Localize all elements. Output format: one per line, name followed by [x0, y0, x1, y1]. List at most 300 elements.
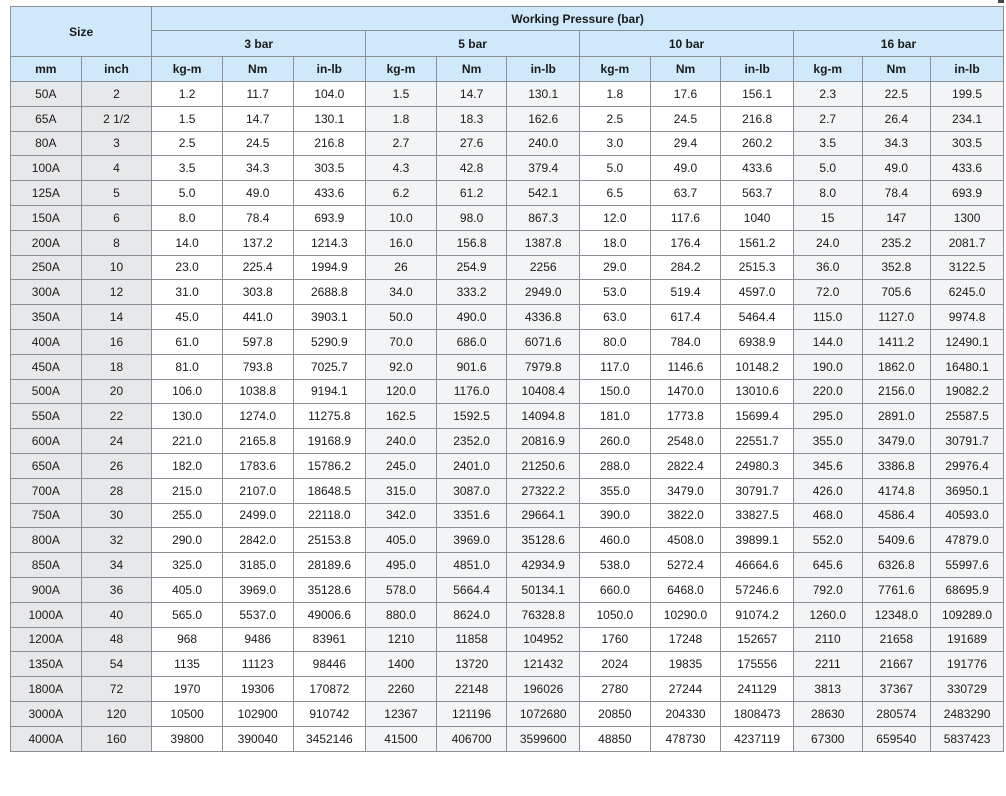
cell-3bar-inlb: 98446: [293, 652, 366, 677]
cell-3bar-kgm: 1135: [152, 652, 223, 677]
cell-5bar-kgm: 1.8: [366, 106, 437, 131]
cell-inch: 20: [81, 379, 152, 404]
cell-10bar-kgm: 20850: [580, 701, 651, 726]
cell-3bar-inlb: 1214.3: [293, 230, 366, 255]
cell-10bar-kgm: 660.0: [580, 577, 651, 602]
cell-10bar-inlb: 1561.2: [721, 230, 794, 255]
unit-header-kgm: kg-m: [152, 57, 223, 82]
cell-16bar-nm: 147: [862, 205, 931, 230]
cell-10bar-inlb: 10148.2: [721, 354, 794, 379]
cell-3bar-nm: 1783.6: [222, 453, 293, 478]
cell-5bar-nm: 1592.5: [436, 404, 507, 429]
table-row: [11, 230, 1004, 255]
cell-5bar-kgm: 120.0: [366, 379, 437, 404]
unit-header-inlb: in-lb: [721, 57, 794, 82]
cell-16bar-inlb: 9974.8: [931, 305, 1004, 330]
cell-16bar-inlb: 693.9: [931, 181, 1004, 206]
cell-16bar-nm: 34.3: [862, 131, 931, 156]
cell-16bar-kgm: 3.5: [793, 131, 862, 156]
unit-header-nm: Nm: [222, 57, 293, 82]
cell-3bar-nm: 303.8: [222, 280, 293, 305]
cell-10bar-kgm: 48850: [580, 726, 651, 751]
cell-5bar-kgm: 342.0: [366, 503, 437, 528]
cell-10bar-nm: 3822.0: [650, 503, 721, 528]
cell-3bar-nm: 597.8: [222, 329, 293, 354]
unit-header-inlb: in-lb: [293, 57, 366, 82]
cell-mm: 1350A: [11, 652, 82, 677]
cell-10bar-inlb: 175556: [721, 652, 794, 677]
cell-16bar-inlb: 6245.0: [931, 280, 1004, 305]
table-row: [11, 577, 1004, 602]
cell-3bar-kgm: 39800: [152, 726, 223, 751]
cell-3bar-inlb: 3452146: [293, 726, 366, 751]
cell-5bar-inlb: 130.1: [507, 82, 580, 107]
cell-5bar-nm: 3087.0: [436, 478, 507, 503]
cell-10bar-kgm: 12.0: [580, 205, 651, 230]
table-row: [11, 106, 1004, 131]
cell-3bar-inlb: 7025.7: [293, 354, 366, 379]
cell-5bar-inlb: 35128.6: [507, 528, 580, 553]
cell-16bar-nm: 4586.4: [862, 503, 931, 528]
cell-10bar-kgm: 63.0: [580, 305, 651, 330]
cell-5bar-kgm: 2.7: [366, 131, 437, 156]
cell-3bar-nm: 2842.0: [222, 528, 293, 553]
cell-10bar-kgm: 2780: [580, 677, 651, 702]
cell-16bar-kgm: 345.6: [793, 453, 862, 478]
cell-16bar-nm: 37367: [862, 677, 931, 702]
cell-16bar-inlb: 433.6: [931, 156, 1004, 181]
cell-10bar-kgm: 3.0: [580, 131, 651, 156]
cell-5bar-inlb: 7979.8: [507, 354, 580, 379]
table-row: [11, 379, 1004, 404]
cell-mm: 700A: [11, 478, 82, 503]
cell-5bar-nm: 27.6: [436, 131, 507, 156]
cell-mm: 80A: [11, 131, 82, 156]
cell-10bar-kgm: 29.0: [580, 255, 651, 280]
cell-5bar-nm: 42.8: [436, 156, 507, 181]
cell-5bar-nm: 901.6: [436, 354, 507, 379]
cell-10bar-nm: 19835: [650, 652, 721, 677]
cell-3bar-inlb: 83961: [293, 627, 366, 652]
cell-10bar-inlb: 91074.2: [721, 602, 794, 627]
cell-10bar-nm: 784.0: [650, 329, 721, 354]
cell-10bar-inlb: 15699.4: [721, 404, 794, 429]
cell-10bar-inlb: 33827.5: [721, 503, 794, 528]
cell-16bar-inlb: 68695.9: [931, 577, 1004, 602]
cell-3bar-kgm: 2.5: [152, 131, 223, 156]
cell-10bar-nm: 478730: [650, 726, 721, 751]
unit-header-nm: Nm: [862, 57, 931, 82]
cell-3bar-kgm: 182.0: [152, 453, 223, 478]
cell-5bar-nm: 3969.0: [436, 528, 507, 553]
cell-inch: 8: [81, 230, 152, 255]
cell-mm: 450A: [11, 354, 82, 379]
cell-5bar-nm: 254.9: [436, 255, 507, 280]
cell-inch: 26: [81, 453, 152, 478]
cell-3bar-kgm: 1.5: [152, 106, 223, 131]
cell-3bar-inlb: 49006.6: [293, 602, 366, 627]
cell-16bar-nm: 280574: [862, 701, 931, 726]
cell-inch: 28: [81, 478, 152, 503]
cell-16bar-inlb: 36950.1: [931, 478, 1004, 503]
cell-3bar-inlb: 1994.9: [293, 255, 366, 280]
cell-3bar-inlb: 104.0: [293, 82, 366, 107]
cell-16bar-nm: 12348.0: [862, 602, 931, 627]
cell-16bar-nm: 235.2: [862, 230, 931, 255]
cell-inch: 72: [81, 677, 152, 702]
cell-5bar-nm: 22148: [436, 677, 507, 702]
table-row: [11, 677, 1004, 702]
cell-10bar-inlb: 260.2: [721, 131, 794, 156]
cell-10bar-inlb: 4597.0: [721, 280, 794, 305]
unit-header-kgm: kg-m: [580, 57, 651, 82]
cell-16bar-kgm: 2.7: [793, 106, 862, 131]
cell-10bar-inlb: 13010.6: [721, 379, 794, 404]
table-row: [11, 329, 1004, 354]
cell-3bar-kgm: 10500: [152, 701, 223, 726]
cell-16bar-nm: 705.6: [862, 280, 931, 305]
cell-mm: 750A: [11, 503, 82, 528]
cell-16bar-kgm: 190.0: [793, 354, 862, 379]
cell-inch: 5: [81, 181, 152, 206]
cell-5bar-inlb: 21250.6: [507, 453, 580, 478]
cell-mm: 4000A: [11, 726, 82, 751]
table-row: [11, 627, 1004, 652]
cell-5bar-inlb: 162.6: [507, 106, 580, 131]
cell-5bar-kgm: 245.0: [366, 453, 437, 478]
cell-5bar-inlb: 867.3: [507, 205, 580, 230]
cell-16bar-nm: 7761.6: [862, 577, 931, 602]
cell-16bar-inlb: 199.5: [931, 82, 1004, 107]
cell-inch: 22: [81, 404, 152, 429]
cell-mm: 50A: [11, 82, 82, 107]
cell-16bar-inlb: 109289.0: [931, 602, 1004, 627]
cell-5bar-inlb: 29664.1: [507, 503, 580, 528]
cell-10bar-nm: 5272.4: [650, 553, 721, 578]
cell-3bar-inlb: 910742: [293, 701, 366, 726]
cell-mm: 1800A: [11, 677, 82, 702]
cell-10bar-inlb: 433.6: [721, 156, 794, 181]
cell-3bar-inlb: 15786.2: [293, 453, 366, 478]
cell-3bar-kgm: 61.0: [152, 329, 223, 354]
cell-inch: 18: [81, 354, 152, 379]
cell-5bar-nm: 1176.0: [436, 379, 507, 404]
cell-10bar-kgm: 18.0: [580, 230, 651, 255]
cell-10bar-nm: 2548.0: [650, 429, 721, 454]
cell-16bar-inlb: 3122.5: [931, 255, 1004, 280]
cell-5bar-inlb: 542.1: [507, 181, 580, 206]
cell-5bar-inlb: 1387.8: [507, 230, 580, 255]
cell-5bar-kgm: 50.0: [366, 305, 437, 330]
cell-3bar-nm: 24.5: [222, 131, 293, 156]
table-row: [11, 726, 1004, 751]
cell-inch: 24: [81, 429, 152, 454]
corner-mark: [998, 0, 1004, 3]
cell-5bar-kgm: 1.5: [366, 82, 437, 107]
cell-10bar-kgm: 1.8: [580, 82, 651, 107]
cell-5bar-inlb: 2949.0: [507, 280, 580, 305]
cell-3bar-kgm: 106.0: [152, 379, 223, 404]
table-row: [11, 156, 1004, 181]
table-row: [11, 82, 1004, 107]
cell-16bar-kgm: 552.0: [793, 528, 862, 553]
cell-inch: 54: [81, 652, 152, 677]
unit-header-kgm: kg-m: [793, 57, 862, 82]
cell-inch: 32: [81, 528, 152, 553]
table-row: [11, 205, 1004, 230]
table-row: [11, 478, 1004, 503]
unit-header-inlb: in-lb: [931, 57, 1004, 82]
cell-mm: 150A: [11, 205, 82, 230]
cell-mm: 650A: [11, 453, 82, 478]
cell-mm: 65A: [11, 106, 82, 131]
cell-5bar-nm: 490.0: [436, 305, 507, 330]
cell-10bar-inlb: 1808473: [721, 701, 794, 726]
cell-3bar-nm: 2165.8: [222, 429, 293, 454]
cell-10bar-kgm: 538.0: [580, 553, 651, 578]
cell-3bar-nm: 78.4: [222, 205, 293, 230]
cell-10bar-inlb: 39899.1: [721, 528, 794, 553]
cell-10bar-kgm: 288.0: [580, 453, 651, 478]
cell-5bar-nm: 686.0: [436, 329, 507, 354]
cell-16bar-nm: 26.4: [862, 106, 931, 131]
cell-5bar-inlb: 6071.6: [507, 329, 580, 354]
cell-mm: 1000A: [11, 602, 82, 627]
cell-inch: 40: [81, 602, 152, 627]
cell-mm: 550A: [11, 404, 82, 429]
cell-inch: 4: [81, 156, 152, 181]
table-row: [11, 280, 1004, 305]
table-body: [11, 82, 1004, 752]
cell-10bar-nm: 24.5: [650, 106, 721, 131]
cell-3bar-kgm: 3.5: [152, 156, 223, 181]
cell-16bar-nm: 21667: [862, 652, 931, 677]
cell-5bar-kgm: 1400: [366, 652, 437, 677]
cell-16bar-inlb: 29976.4: [931, 453, 1004, 478]
cell-10bar-inlb: 22551.7: [721, 429, 794, 454]
cell-16bar-nm: 4174.8: [862, 478, 931, 503]
cell-3bar-nm: 1038.8: [222, 379, 293, 404]
cell-10bar-inlb: 152657: [721, 627, 794, 652]
cell-10bar-inlb: 4237119: [721, 726, 794, 751]
cell-16bar-kgm: 355.0: [793, 429, 862, 454]
cell-5bar-kgm: 4.3: [366, 156, 437, 181]
cell-mm: 125A: [11, 181, 82, 206]
cell-mm: 1200A: [11, 627, 82, 652]
cell-3bar-nm: 14.7: [222, 106, 293, 131]
cell-16bar-inlb: 30791.7: [931, 429, 1004, 454]
cell-10bar-inlb: 5464.4: [721, 305, 794, 330]
table-row: [11, 453, 1004, 478]
cell-5bar-kgm: 315.0: [366, 478, 437, 503]
cell-inch: 48: [81, 627, 152, 652]
cell-16bar-kgm: 220.0: [793, 379, 862, 404]
cell-5bar-kgm: 26: [366, 255, 437, 280]
cell-5bar-nm: 156.8: [436, 230, 507, 255]
cell-inch: 36: [81, 577, 152, 602]
cell-16bar-kgm: 24.0: [793, 230, 862, 255]
cell-16bar-inlb: 25587.5: [931, 404, 1004, 429]
cell-5bar-inlb: 2256: [507, 255, 580, 280]
cell-inch: 2 1/2: [81, 106, 152, 131]
cell-16bar-kgm: 645.6: [793, 553, 862, 578]
cell-10bar-nm: 176.4: [650, 230, 721, 255]
cell-16bar-kgm: 468.0: [793, 503, 862, 528]
cell-5bar-inlb: 3599600: [507, 726, 580, 751]
cell-16bar-kgm: 792.0: [793, 577, 862, 602]
unit-header-nm: Nm: [650, 57, 721, 82]
cell-10bar-nm: 10290.0: [650, 602, 721, 627]
cell-3bar-kgm: 215.0: [152, 478, 223, 503]
cell-3bar-inlb: 130.1: [293, 106, 366, 131]
cell-3bar-kgm: 255.0: [152, 503, 223, 528]
cell-10bar-inlb: 156.1: [721, 82, 794, 107]
mm-header: mm: [11, 57, 82, 82]
cell-10bar-nm: 204330: [650, 701, 721, 726]
cell-5bar-kgm: 1210: [366, 627, 437, 652]
cell-10bar-kgm: 2.5: [580, 106, 651, 131]
cell-5bar-nm: 11858: [436, 627, 507, 652]
cell-16bar-kgm: 144.0: [793, 329, 862, 354]
cell-10bar-nm: 63.7: [650, 181, 721, 206]
cell-5bar-nm: 2401.0: [436, 453, 507, 478]
unit-header-nm: Nm: [436, 57, 507, 82]
cell-10bar-nm: 1470.0: [650, 379, 721, 404]
cell-16bar-inlb: 234.1: [931, 106, 1004, 131]
cell-inch: 30: [81, 503, 152, 528]
cell-10bar-inlb: 2515.3: [721, 255, 794, 280]
cell-16bar-nm: 49.0: [862, 156, 931, 181]
cell-5bar-nm: 4851.0: [436, 553, 507, 578]
cell-3bar-kgm: 1.2: [152, 82, 223, 107]
cell-16bar-nm: 5409.6: [862, 528, 931, 553]
cell-3bar-inlb: 22118.0: [293, 503, 366, 528]
cell-3bar-kgm: 8.0: [152, 205, 223, 230]
cell-5bar-nm: 13720: [436, 652, 507, 677]
cell-5bar-kgm: 162.5: [366, 404, 437, 429]
cell-16bar-inlb: 5837423: [931, 726, 1004, 751]
cell-3bar-inlb: 216.8: [293, 131, 366, 156]
cell-16bar-kgm: 5.0: [793, 156, 862, 181]
cell-mm: 400A: [11, 329, 82, 354]
cell-16bar-inlb: 2081.7: [931, 230, 1004, 255]
cell-inch: 6: [81, 205, 152, 230]
cell-5bar-nm: 14.7: [436, 82, 507, 107]
cell-mm: 250A: [11, 255, 82, 280]
cell-5bar-kgm: 12367: [366, 701, 437, 726]
cell-16bar-nm: 78.4: [862, 181, 931, 206]
cell-16bar-kgm: 115.0: [793, 305, 862, 330]
cell-5bar-inlb: 42934.9: [507, 553, 580, 578]
cell-3bar-kgm: 221.0: [152, 429, 223, 454]
cell-5bar-kgm: 880.0: [366, 602, 437, 627]
cell-10bar-nm: 17248: [650, 627, 721, 652]
cell-3bar-kgm: 81.0: [152, 354, 223, 379]
cell-3bar-inlb: 170872: [293, 677, 366, 702]
cell-10bar-nm: 27244: [650, 677, 721, 702]
table-row: [11, 602, 1004, 627]
cell-mm: 3000A: [11, 701, 82, 726]
table-row: [11, 429, 1004, 454]
table-row: [11, 404, 1004, 429]
cell-3bar-kgm: 5.0: [152, 181, 223, 206]
table-row: [11, 131, 1004, 156]
cell-16bar-nm: 1862.0: [862, 354, 931, 379]
cell-5bar-inlb: 121432: [507, 652, 580, 677]
table-row: [11, 181, 1004, 206]
cell-5bar-inlb: 27322.2: [507, 478, 580, 503]
cell-10bar-inlb: 46664.6: [721, 553, 794, 578]
cell-10bar-nm: 29.4: [650, 131, 721, 156]
cell-3bar-inlb: 11275.8: [293, 404, 366, 429]
cell-inch: 2: [81, 82, 152, 107]
cell-3bar-nm: 11123: [222, 652, 293, 677]
pressure-header-10bar: 10 bar: [580, 31, 794, 57]
cell-16bar-nm: 1127.0: [862, 305, 931, 330]
cell-5bar-inlb: 50134.1: [507, 577, 580, 602]
cell-10bar-kgm: 260.0: [580, 429, 651, 454]
cell-16bar-kgm: 2211: [793, 652, 862, 677]
cell-16bar-kgm: 36.0: [793, 255, 862, 280]
cell-10bar-kgm: 460.0: [580, 528, 651, 553]
cell-3bar-nm: 441.0: [222, 305, 293, 330]
cell-3bar-kgm: 45.0: [152, 305, 223, 330]
cell-16bar-inlb: 47879.0: [931, 528, 1004, 553]
cell-3bar-nm: 2107.0: [222, 478, 293, 503]
cell-5bar-kgm: 92.0: [366, 354, 437, 379]
cell-mm: 200A: [11, 230, 82, 255]
cell-10bar-nm: 6468.0: [650, 577, 721, 602]
cell-5bar-nm: 98.0: [436, 205, 507, 230]
cell-3bar-kgm: 325.0: [152, 553, 223, 578]
cell-3bar-kgm: 1970: [152, 677, 223, 702]
cell-3bar-nm: 5537.0: [222, 602, 293, 627]
cell-3bar-nm: 3969.0: [222, 577, 293, 602]
cell-10bar-kgm: 6.5: [580, 181, 651, 206]
cell-10bar-kgm: 5.0: [580, 156, 651, 181]
cell-10bar-kgm: 181.0: [580, 404, 651, 429]
cell-3bar-nm: 9486: [222, 627, 293, 652]
cell-10bar-nm: 49.0: [650, 156, 721, 181]
cell-3bar-nm: 793.8: [222, 354, 293, 379]
cell-3bar-inlb: 693.9: [293, 205, 366, 230]
cell-16bar-inlb: 1300: [931, 205, 1004, 230]
cell-5bar-nm: 406700: [436, 726, 507, 751]
cell-5bar-kgm: 2260: [366, 677, 437, 702]
cell-3bar-kgm: 14.0: [152, 230, 223, 255]
cell-10bar-nm: 4508.0: [650, 528, 721, 553]
cell-3bar-nm: 137.2: [222, 230, 293, 255]
cell-10bar-nm: 3479.0: [650, 478, 721, 503]
cell-5bar-nm: 61.2: [436, 181, 507, 206]
cell-3bar-nm: 102900: [222, 701, 293, 726]
cell-16bar-kgm: 8.0: [793, 181, 862, 206]
cell-10bar-kgm: 2024: [580, 652, 651, 677]
cell-mm: 500A: [11, 379, 82, 404]
size-header: Size: [11, 7, 152, 57]
cell-inch: 14: [81, 305, 152, 330]
cell-3bar-inlb: 5290.9: [293, 329, 366, 354]
table-row: [11, 305, 1004, 330]
cell-3bar-nm: 11.7: [222, 82, 293, 107]
cell-5bar-inlb: 379.4: [507, 156, 580, 181]
cell-10bar-kgm: 80.0: [580, 329, 651, 354]
cell-5bar-nm: 3351.6: [436, 503, 507, 528]
cell-5bar-nm: 121196: [436, 701, 507, 726]
cell-10bar-kgm: 390.0: [580, 503, 651, 528]
cell-16bar-nm: 352.8: [862, 255, 931, 280]
cell-10bar-inlb: 216.8: [721, 106, 794, 131]
